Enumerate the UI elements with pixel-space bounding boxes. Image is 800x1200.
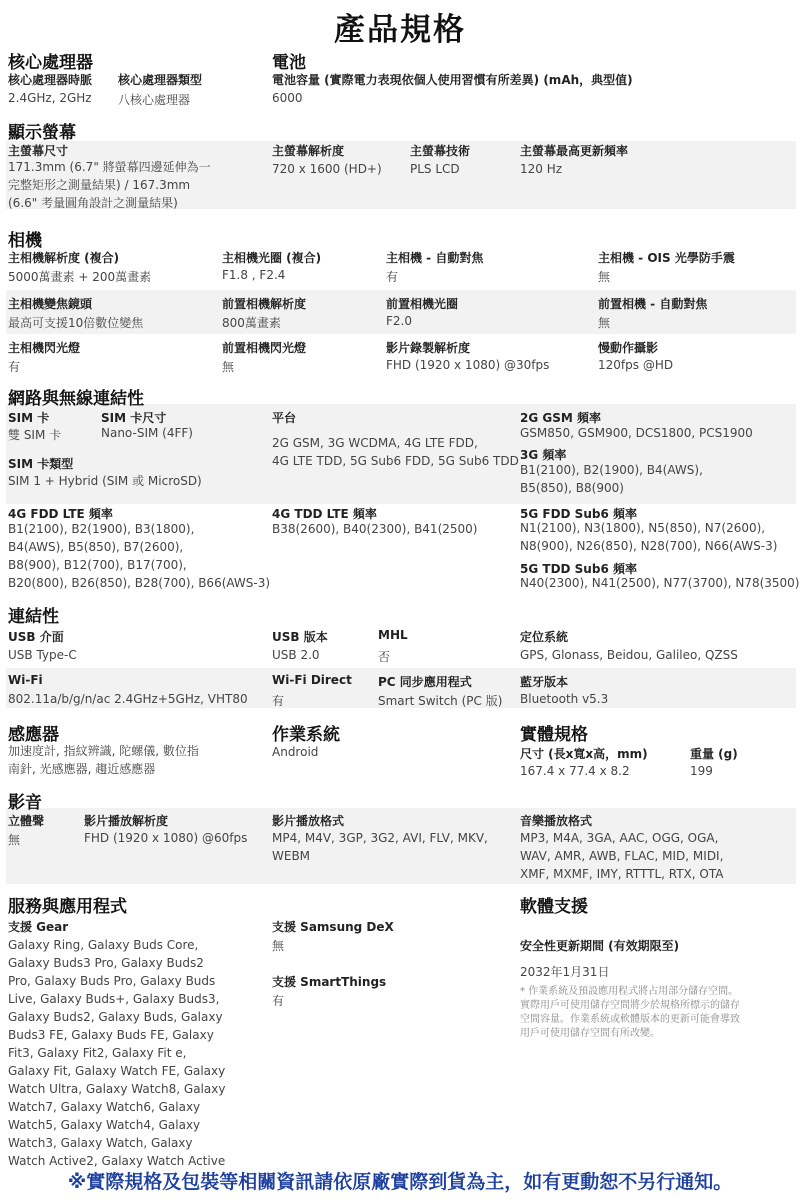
physical-weight-label: 重量 (g) — [690, 747, 738, 761]
network-nr-fdd-value: N1(2100), N3(1800), N5(850), N7(2600), N8(900), N26(850), N28(700), N66(AWS-3) — [520, 521, 778, 553]
services-smartthings-value: 有 — [272, 994, 285, 1008]
camera-front-res-value: 800萬畫素 — [222, 316, 281, 330]
camera-main-res-value: 5000萬畫素 + 200萬畫素 — [8, 270, 152, 284]
connectivity-heading: 連結性 — [8, 607, 59, 627]
physical-weight-value: 199 — [690, 764, 713, 778]
camera-main-af-label: 主相機 - 自動對焦 — [386, 251, 484, 265]
network-gsm-label: 2G GSM 頻率 — [520, 411, 601, 425]
network-nr-fdd-label: 5G FDD Sub6 頻率 — [520, 507, 637, 521]
audio-music-format-label: 音樂播放格式 — [520, 814, 593, 828]
camera-slowmo-value: 120fps @HD — [598, 358, 674, 372]
audio-heading: 影音 — [8, 793, 42, 813]
camera-main-ois-label: 主相機 - OIS 光學防手震 — [598, 251, 735, 265]
network-sim-type-label: SIM 卡類型 — [8, 457, 74, 471]
connectivity-wifi-label: Wi-Fi — [8, 673, 43, 687]
camera-main-aperture-value: F1.8 , F2.4 — [222, 268, 286, 282]
camera-front-aperture-label: 前置相機光圈 — [386, 297, 459, 311]
physical-heading: 實體規格 — [520, 725, 588, 745]
camera-front-aperture-value: F2.0 — [386, 314, 412, 328]
connectivity-location-value: GPS, Glonass, Beidou, Galileo, QZSS — [520, 648, 738, 662]
display-tech-value: PLS LCD — [410, 162, 460, 176]
connectivity-location-label: 定位系統 — [520, 630, 569, 644]
connectivity-pc-sync-label: PC 同步應用程式 — [378, 675, 472, 689]
camera-main-ois-value: 無 — [598, 270, 611, 284]
camera-video-res-value: FHD (1920 x 1080) @30fps — [386, 358, 550, 372]
software-storage-note: * 作業系統及預設應用程式將占用部分儲存空間。 實際用戶可使用儲存空間將少於規格所標示的儲存 空間容量。作業系統或軟體版本的更新可能會導致 用戶可使用儲存空間有所改變。 — [520, 986, 740, 1039]
processor-type-value: 八核心處理器 — [118, 93, 191, 107]
network-nr-tdd-label: 5G TDD Sub6 頻率 — [520, 562, 637, 576]
network-umts-value: B1(2100), B2(1900), B4(AWS), B5(850), B8(900) — [520, 463, 703, 495]
connectivity-wifi-value: 802.11a/b/g/n/ac 2.4GHz+5GHz, VHT80 — [8, 692, 248, 706]
camera-main-zoom-label: 主相機變焦鏡頭 — [8, 297, 93, 311]
display-tech-label: 主螢幕技術 — [410, 144, 471, 158]
camera-main-aperture-label: 主相機光圈 (複合) — [222, 251, 322, 265]
services-dex-label: 支援 Samsung DeX — [272, 920, 394, 934]
network-sim-size-value: Nano-SIM (4FF) — [101, 426, 193, 440]
connectivity-bt-label: 藍牙版本 — [520, 675, 569, 689]
network-platform-label: 平台 — [272, 411, 297, 425]
display-resolution-value: 720 x 1600 (HD+) — [272, 162, 382, 176]
connectivity-usb-ver-label: USB 版本 — [272, 630, 328, 644]
camera-front-af-value: 無 — [598, 316, 611, 330]
connectivity-pc-sync-value: Smart Switch (PC 版) — [378, 694, 503, 708]
network-sim-value: 雙 SIM 卡 — [8, 428, 62, 442]
display-heading: 顯示螢幕 — [8, 123, 76, 143]
network-tdd-label: 4G TDD LTE 頻率 — [272, 507, 377, 521]
connectivity-mhl-value: 否 — [378, 650, 391, 664]
network-tdd-value: B38(2600), B40(2300), B41(2500) — [272, 522, 478, 536]
display-refresh-label: 主螢幕最高更新頻率 — [520, 144, 629, 158]
network-sim-label: SIM 卡 — [8, 411, 50, 425]
display-resolution-label: 主螢幕解析度 — [272, 144, 345, 158]
services-smartthings-label: 支援 SmartThings — [272, 975, 387, 989]
network-fdd-label: 4G FDD LTE 頻率 — [8, 507, 113, 521]
network-fdd-value: B1(2100), B2(1900), B3(1800), B4(AWS), B5(850), B7(2600), B8(900), B12(700), B17(700), B20(800), B26(850), B28(700), B66(AWS-3) — [8, 522, 271, 590]
network-umts-label: 3G 頻率 — [520, 448, 567, 462]
camera-video-res-label: 影片錄製解析度 — [386, 341, 471, 355]
display-refresh-value: 120 Hz — [520, 162, 563, 176]
os-heading: 作業系統 — [272, 725, 340, 745]
audio-video-format-label: 影片播放格式 — [272, 814, 345, 828]
camera-front-af-label: 前置相機 - 自動對焦 — [598, 297, 708, 311]
processor-heading: 核心處理器 — [8, 53, 93, 73]
physical-dim-label: 尺寸 (長x寬x高，mm) — [520, 747, 648, 761]
network-sim-size-label: SIM 卡尺寸 — [101, 411, 167, 425]
camera-main-flash-label: 主相機閃光燈 — [8, 341, 81, 355]
network-nr-tdd-value: N40(2300), N41(2500), N77(3700), N78(3500) — [520, 576, 800, 590]
camera-main-af-value: 有 — [386, 270, 399, 284]
connectivity-usb-label: USB 介面 — [8, 630, 64, 644]
processor-speed-label: 核心處理器時脈 — [8, 73, 93, 87]
battery-capacity-label: 電池容量 (實際電力表現依個人使用習慣有所差異) (mAh，典型值) — [272, 73, 633, 87]
camera-heading: 相機 — [8, 231, 42, 251]
connectivity-usb-value: USB Type-C — [8, 648, 77, 662]
audio-stereo-label: 立體聲 — [8, 814, 45, 828]
software-heading: 軟體支援 — [520, 897, 588, 917]
services-gear-label: 支援 Gear — [8, 920, 69, 934]
camera-main-res-label: 主相機解析度 (複合) — [8, 251, 120, 265]
display-size-label: 主螢幕尺寸 — [8, 144, 69, 158]
services-heading: 服務與應用程式 — [8, 897, 127, 917]
physical-dim-value: 167.4 x 77.4 x 8.2 — [520, 764, 630, 778]
camera-slowmo-label: 慢動作攝影 — [598, 341, 659, 355]
audio-video-play-res-label: 影片播放解析度 — [84, 814, 169, 828]
network-heading: 網路與無線連結性 — [8, 389, 144, 409]
camera-front-res-label: 前置相機解析度 — [222, 297, 307, 311]
page-title: 產品規格 — [334, 12, 466, 48]
sensors-heading: 感應器 — [8, 725, 59, 745]
software-security-value: 2032年1月31日 — [520, 965, 610, 979]
processor-speed-value: 2.4GHz, 2GHz — [8, 91, 92, 105]
camera-front-flash-label: 前置相機閃光燈 — [222, 341, 307, 355]
camera-front-flash-value: 無 — [222, 360, 235, 374]
network-gsm-value: GSM850, GSM900, DCS1800, PCS1900 — [520, 426, 753, 440]
processor-type-label: 核心處理器類型 — [118, 73, 203, 87]
network-platform-value: 2G GSM, 3G WCDMA, 4G LTE FDD, 4G LTE TDD, 5G Sub6 FDD, 5G Sub6 TDD — [272, 436, 519, 468]
camera-main-flash-value: 有 — [8, 360, 21, 374]
audio-stereo-value: 無 — [8, 833, 21, 847]
audio-video-play-res-value: FHD (1920 x 1080) @60fps — [84, 831, 248, 845]
connectivity-wifi-direct-label: Wi-Fi Direct — [272, 673, 352, 687]
connectivity-mhl-label: MHL — [378, 628, 408, 642]
connectivity-usb-ver-value: USB 2.0 — [272, 648, 320, 662]
os-value: Android — [272, 745, 319, 759]
connectivity-bt-value: Bluetooth v5.3 — [520, 692, 609, 706]
connectivity-wifi-direct-value: 有 — [272, 694, 285, 708]
audio-music-format-value: MP3, M4A, 3GA, AAC, OGG, OGA, WAV, AMR, AWB, FLAC, MID, MIDI, XMF, MXMF, IMY, RTTTL, RTX, OTA — [520, 831, 724, 881]
services-dex-value: 無 — [272, 939, 285, 953]
camera-main-zoom-value: 最高可支援10倍數位變焦 — [8, 316, 144, 330]
battery-heading: 電池 — [272, 53, 306, 73]
network-sim-type-value: SIM 1 + Hybrid (SIM 或 MicroSD) — [8, 474, 202, 488]
battery-capacity-value: 6000 — [272, 91, 303, 105]
services-gear-value: Galaxy Ring, Galaxy Buds Core, Galaxy Buds3 Pro, Galaxy Buds2 Pro, Galaxy Buds Pro, Galaxy Buds Live, Galaxy Buds+, Galaxy Buds3, Galaxy Buds2, Galaxy Buds, Galaxy Buds3 FE, Galaxy Buds FE, Galaxy Fit3, Galaxy Fit2, Galaxy Fit e, Galaxy Fit, Galaxy Watch FE, Galaxy Watch Ultra, Galaxy Watch8, Galaxy Watch7, Galaxy Watch6, Galaxy Watch5, Galaxy Watch4, Galaxy Watch3, Galaxy Watch, Galaxy Watch Active2, Galaxy Watch Active — [8, 938, 226, 1168]
sensors-value: 加速度計, 指紋辨識, 陀螺儀, 數位指 南針, 光感應器, 趨近感應器 — [8, 744, 199, 776]
software-security-label: 安全性更新期間 (有效期限至) — [520, 939, 680, 953]
footer-disclaimer: ※實際規格及包裝等相關資訊請依原廠實際到貨為主，如有更動恕不另行通知。 — [67, 1171, 733, 1193]
display-size-value: 171.3mm (6.7" 將螢幕四邊延伸為一 完整矩形之測量結果) / 167.3mm (6.6" 考量圓角設計之測量結果) — [8, 160, 211, 210]
audio-video-format-value: MP4, M4V, 3GP, 3G2, AVI, FLV, MKV, WEBM — [272, 831, 488, 863]
